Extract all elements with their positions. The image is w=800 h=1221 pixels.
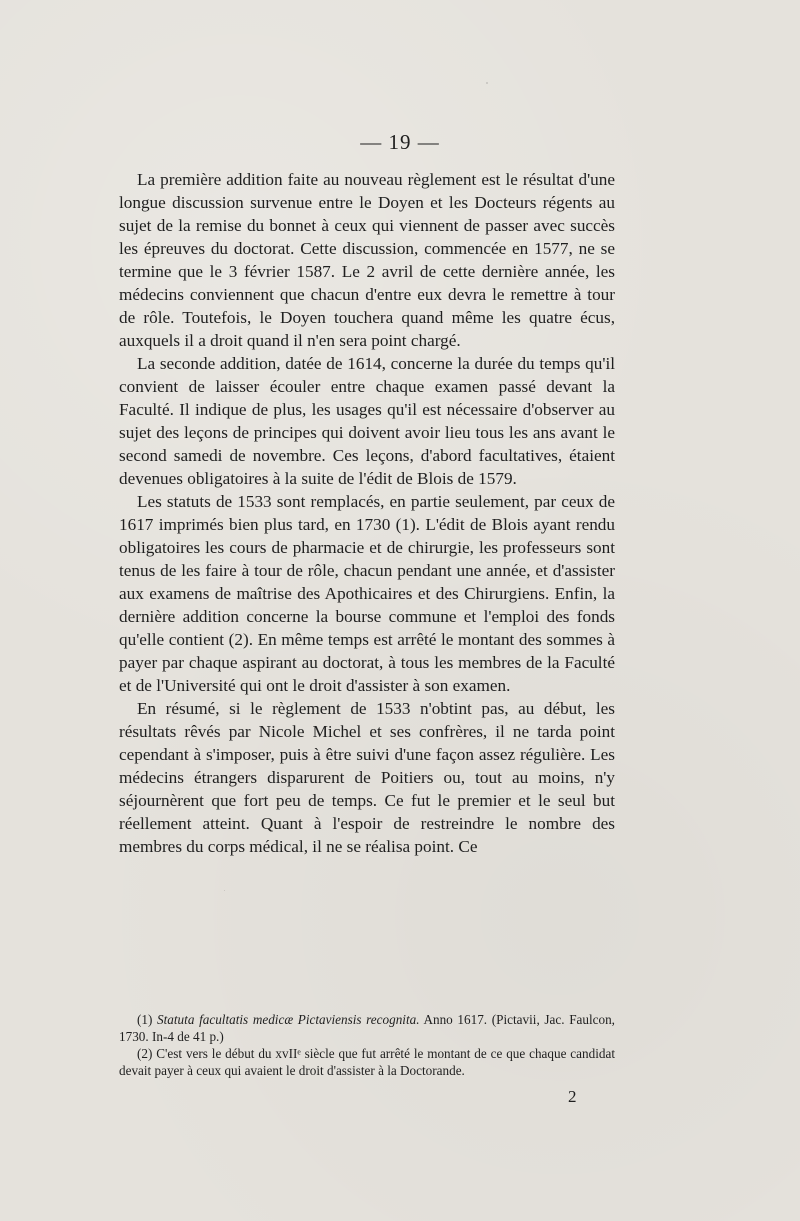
page-number: — 19 — xyxy=(360,130,440,154)
footnote-2-text: C'est vers le début du xvIIᵉ siècle que fut arrêté le montant de ce que chaque candidat devait payer à ceux qui avaient le droit d'assister à la Doctorande. xyxy=(119,1046,615,1078)
footnote-1-text: Anno 1617. (Pictavii, Jac. Faulcon, 1730. In-4 de 41 p.) xyxy=(119,1012,615,1044)
main-text xyxy=(119,168,615,858)
paragraph-3: Les statuts de 1533 sont remplacés, en partie seulement, par ceux de 1617 imprimés bien plus tard, en 1730 (1). L'édit de Blois ayant rendu obligatoires les cours de pharmacie et de chirurgie, les professeurs sont tenus de les faire à tour de rôle, chacun pendant une année, et d'assister aux examens de maîtrise des Apothicaires et des Chirurgiens. Enfin, la dernière addition concerne la bourse commune et l'emploi des fonds qu'elle contient (2). En même temps est arrêté le montant des sommes à payer par chaque aspirant au doctorat, à tous les membres de la Faculté et de l'Université qui ont le droit d'assister à son examen. xyxy=(119,492,615,695)
footnotes xyxy=(119,1011,615,1079)
signature-mark: 2 xyxy=(568,1087,577,1106)
paragraph-2: La seconde addition, datée de 1614, concerne la durée du temps qu'il convient de laisser écouler entre chaque examen passé devant la Faculté. Il indique de plus, les usages qu'il est nécessaire d'observer au sujet des leçons de principes qui doivent avoir lieu tous les ans avant le second samedi de novembre. Ces leçons, d'abord facultatives, étaient devenues obligatoires à la suite de l'édit de Blois de 1579. xyxy=(119,354,615,488)
footnote-2-marker: (2) xyxy=(137,1046,157,1061)
paper-speck xyxy=(224,890,225,891)
footnote-1-marker: (1) xyxy=(137,1012,158,1027)
footnote-2 xyxy=(119,1045,615,1079)
paper-speck xyxy=(607,661,610,664)
footnote-1-title: Statuta facultatis medicæ Pictaviensis recognita. xyxy=(157,1012,420,1027)
paper-speck xyxy=(486,82,488,84)
paragraph-1: La première addition faite au nouveau règlement est le résultat d'une longue discussion survenue entre le Doyen et les Docteurs régents au sujet de la remise du bonnet à ceux qui viennent de passer avec succès les épreuves du doctorat. Cette discussion, commencée en 1577, ne se termine que le 3 février 1587. Le 2 avril de cette dernière année, les médecins conviennent que chacun d'entre eux devra le remettre à tour de rôle. Toutefois, le Doyen touchera quand même les quatre écus, auxquels il a droit quand il n'en sera point chargé. xyxy=(119,170,615,350)
paragraph-4: En résumé, si le règlement de 1533 n'obtint pas, au début, les résultats rêvés par Nicole Michel et ses confrères, il ne tarda point cependant à s'imposer, puis à être suivi d'une façon assez régulière. Les médecins étrangers disparurent de Poitiers ou, tout au moins, n'y séjournèrent que fort peu de temps. Ce fut le premier et le seul but réellement atteint. Quant à l'espoir de restreindre le nombre des membres du corps médical, il ne se réalisa point. Ce xyxy=(119,699,615,856)
footnote-1 xyxy=(119,1011,615,1045)
